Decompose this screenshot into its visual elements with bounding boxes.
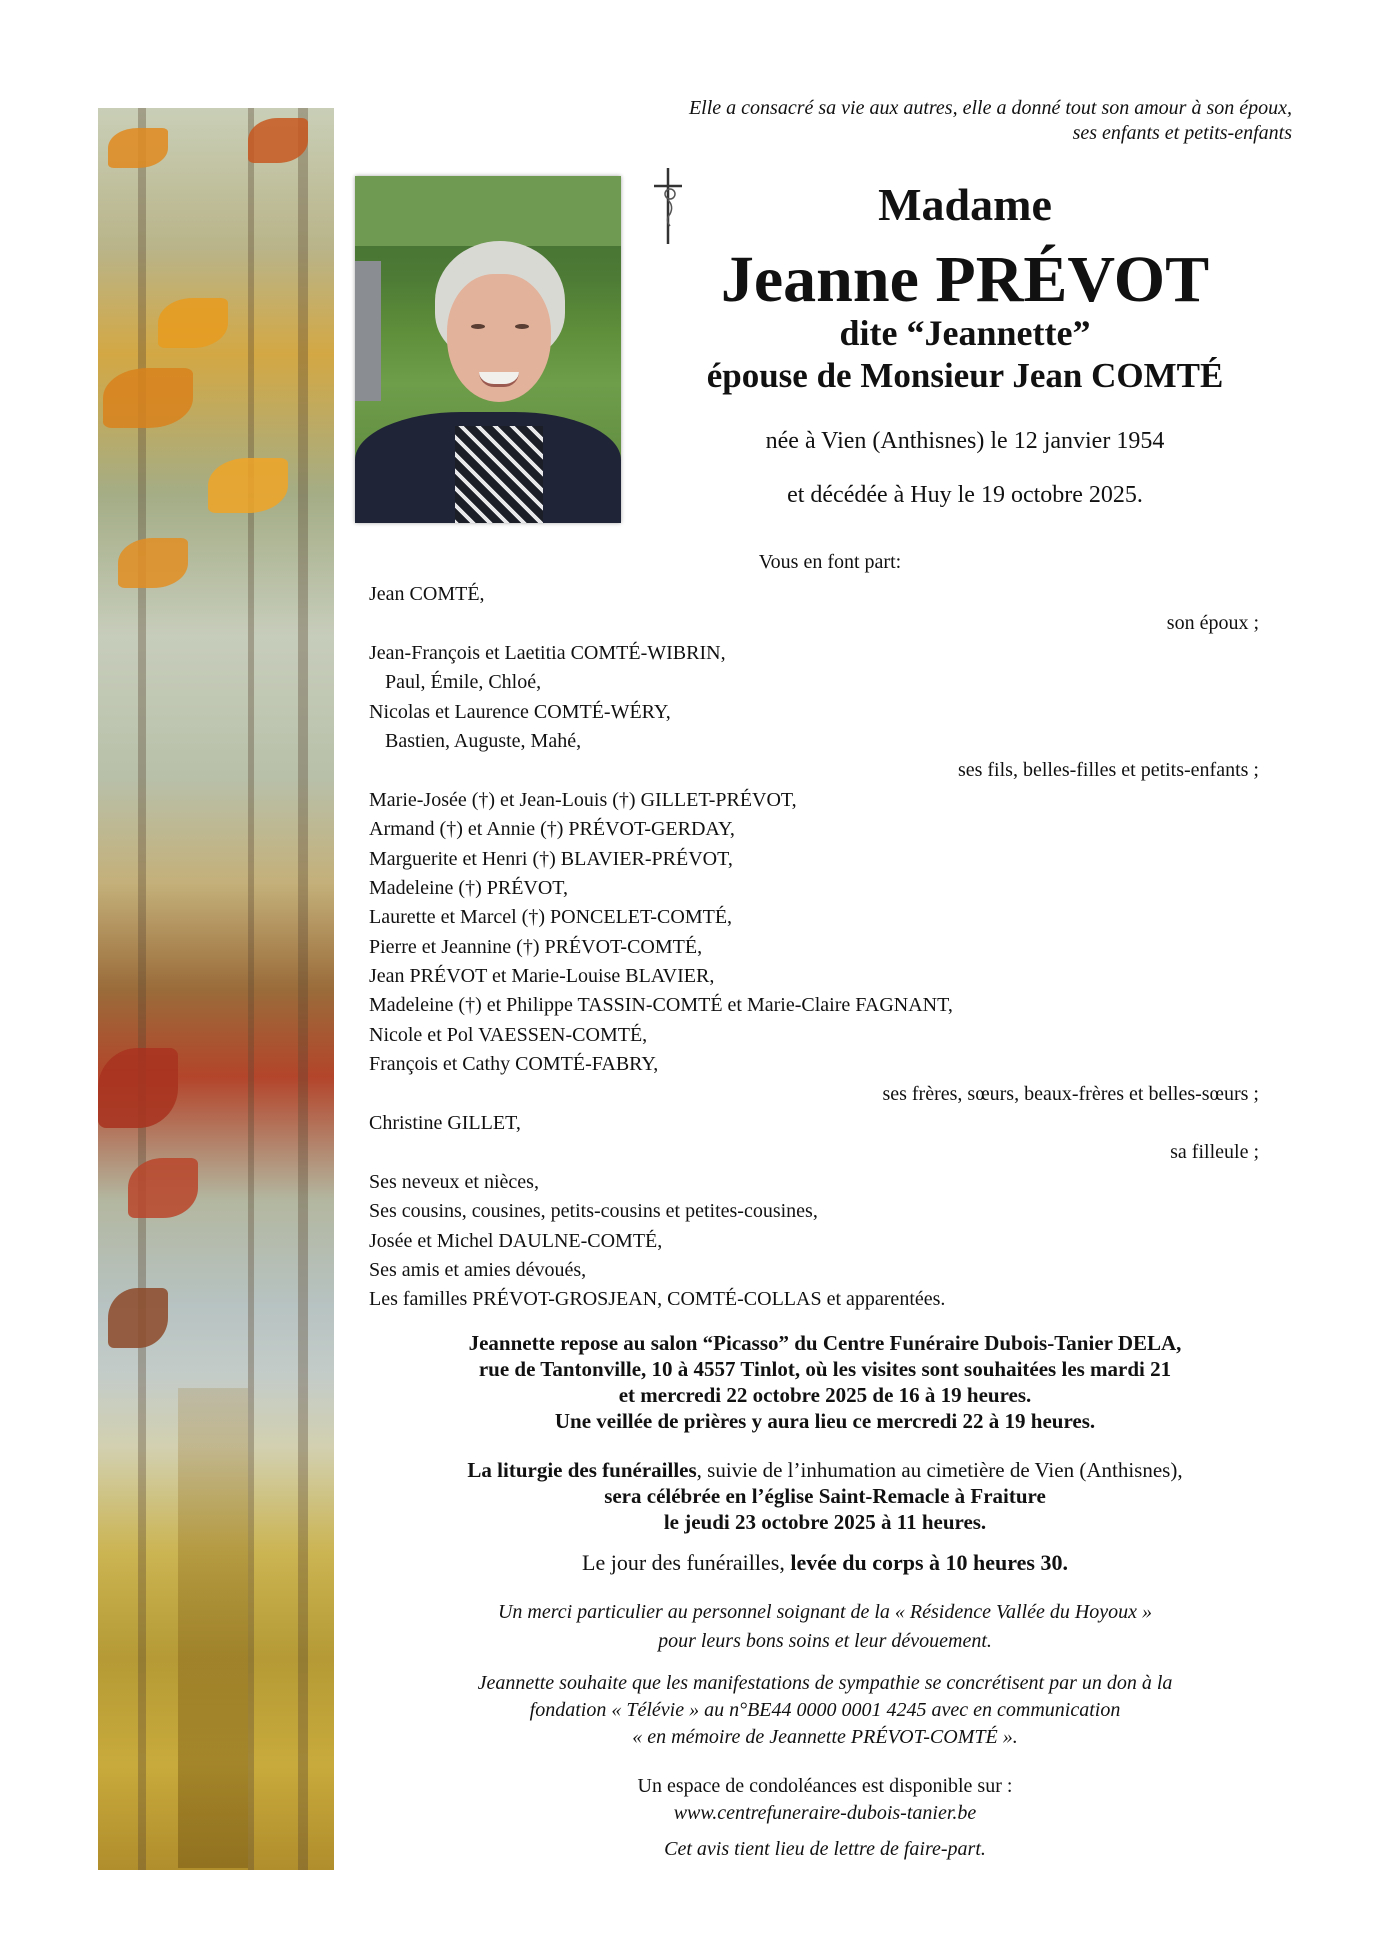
family-member-line: Nicole et Pol VAESSEN-COMTÉ, <box>369 1023 648 1046</box>
nickname: dite “Jeannette” <box>839 313 1091 353</box>
portrait-photo <box>355 176 621 523</box>
autumn-forest-image <box>98 108 334 1870</box>
thanks-note <box>355 1598 1295 1656</box>
family-member-line: Paul, Émile, Chloé, <box>385 671 542 694</box>
family-member-line: Madeleine (†) et Philippe TASSIN-COMTÉ et Marie-Claire FAGNANT, <box>369 994 953 1017</box>
church-line: sera célébrée en l’église Saint-Remacle à Fraiture <box>604 1484 1046 1508</box>
closing-note: Cet avis tient lieu de lettre de faire-part. <box>664 1838 986 1860</box>
deceased-name: Jeanne PRÉVOT <box>720 243 1210 316</box>
family-member-line: Les familles PRÉVOT-GROSJEAN, COMTÉ-COLLAS et apparentées. <box>369 1288 946 1311</box>
levee-text: Le jour des funérailles, <box>582 1550 791 1575</box>
visitation-line: et mercredi 22 octobre 2025 de 16 à 19 heures. <box>618 1383 1032 1407</box>
family-member-line: Pierre et Jeannine (†) PRÉVOT-COMTÉ, <box>369 935 703 958</box>
relation-label: son époux ; <box>1166 612 1259 635</box>
donation-line: fondation « Télévie » au n°BE44 0000 0001 4245 avec en communication <box>529 1699 1121 1721</box>
condolences-note <box>355 1773 1295 1827</box>
thanks-line: Un merci particulier au personnel soignant de la « Résidence Vallée du Hoyoux » <box>497 1601 1153 1623</box>
announcement-heading: Vous en font part: <box>758 551 902 573</box>
relation-label: ses frères, sœurs, beaux-frères et belles-sœurs ; <box>882 1082 1259 1105</box>
liturgy-text: , suivie de l’inhumation au cimetière de Vien (Anthisnes), <box>696 1458 1183 1482</box>
quote-line: ses enfants et petits-enfants <box>1072 122 1292 144</box>
visitation-line: rue de Tantonville, 10 à 4557 Tinlot, où les visites sont souhaitées les mardi 21 <box>478 1357 1172 1381</box>
epigraph-quote <box>472 96 1292 146</box>
family-member-line: Madeleine (†) PRÉVOT, <box>369 876 569 899</box>
family-member-line: Bastien, Auguste, Mahé, <box>385 729 582 752</box>
honorific: Madame <box>878 179 1052 230</box>
family-member-line: Ses amis et amies dévoués, <box>369 1258 587 1281</box>
donation-line: Jeannette souhaite que les manifestations de sympathie se concrétisent par un don à la <box>477 1672 1173 1694</box>
donation-note <box>355 1670 1295 1751</box>
visitation-line: Jeannette repose au salon “Picasso” du Centre Funéraire Dubois-Tanier DELA, <box>468 1331 1182 1355</box>
relation-label: sa filleule ; <box>1170 1141 1259 1164</box>
family-member-line: Ses neveux et nièces, <box>369 1170 539 1193</box>
family-member-line: Jean PRÉVOT et Marie-Louise BLAVIER, <box>369 965 715 988</box>
spouse-line: épouse de Monsieur Jean COMTÉ <box>706 356 1224 395</box>
family-member-line: Marie-Josée (†) et Jean-Louis (†) GILLET-PRÉVOT, <box>369 788 797 811</box>
family-member-line: François et Cathy COMTÉ-FABRY, <box>369 1053 659 1076</box>
visitation-info <box>355 1330 1295 1434</box>
thanks-line: pour leurs bons soins et leur dévouement. <box>658 1630 992 1652</box>
family-member-line: Nicolas et Laurence COMTÉ-WÉRY, <box>369 700 671 723</box>
relation-label: ses fils, belles-filles et petits-enfants ; <box>957 759 1259 782</box>
liturgy-info <box>355 1457 1295 1535</box>
quote-line: Elle a consacré sa vie aux autres, elle a donné tout son amour à son époux, <box>688 97 1292 119</box>
family-member-line: Marguerite et Henri (†) BLAVIER-PRÉVOT, <box>369 847 733 870</box>
condolences-text: Un espace de condoléances est disponible sur : <box>637 1775 1013 1797</box>
family-member-line: Ses cousins, cousines, petits-cousins et petites-cousines, <box>369 1200 818 1223</box>
family-member-line: Jean-François et Laetitia COMTÉ-WIBRIN, <box>369 641 726 664</box>
family-member-line: Jean COMTÉ, <box>369 583 485 605</box>
family-member-line: Josée et Michel DAULNE-COMTÉ, <box>369 1229 663 1252</box>
condolences-url[interactable]: www.centrefuneraire-dubois-tanier.be <box>673 1802 977 1824</box>
levee-info <box>355 1550 1295 1576</box>
vigil-line: Une veillée de prières y aura lieu ce mercredi 22 à 19 heures. <box>554 1409 1096 1433</box>
family-member-line: Armand (†) et Annie (†) PRÉVOT-GERDAY, <box>369 818 735 841</box>
donation-line: « en mémoire de Jeannette PRÉVOT-COMTÉ ». <box>632 1726 1018 1748</box>
family-list <box>369 580 1269 1315</box>
death-line: et décédée à Huy le 19 octobre 2025. <box>787 482 1143 508</box>
liturgy-label: La liturgie des funérailles <box>467 1458 697 1482</box>
family-member-line: Laurette et Marcel (†) PONCELET-COMTÉ, <box>369 906 733 929</box>
family-member-line: Christine GILLET, <box>369 1112 521 1135</box>
funeral-date-line: le jeudi 23 octobre 2025 à 11 heures. <box>663 1510 987 1534</box>
levee-time: levée du corps à 10 heures 30. <box>790 1550 1068 1575</box>
birth-line: née à Vien (Anthisnes) le 12 janvier 1954 <box>765 428 1165 454</box>
